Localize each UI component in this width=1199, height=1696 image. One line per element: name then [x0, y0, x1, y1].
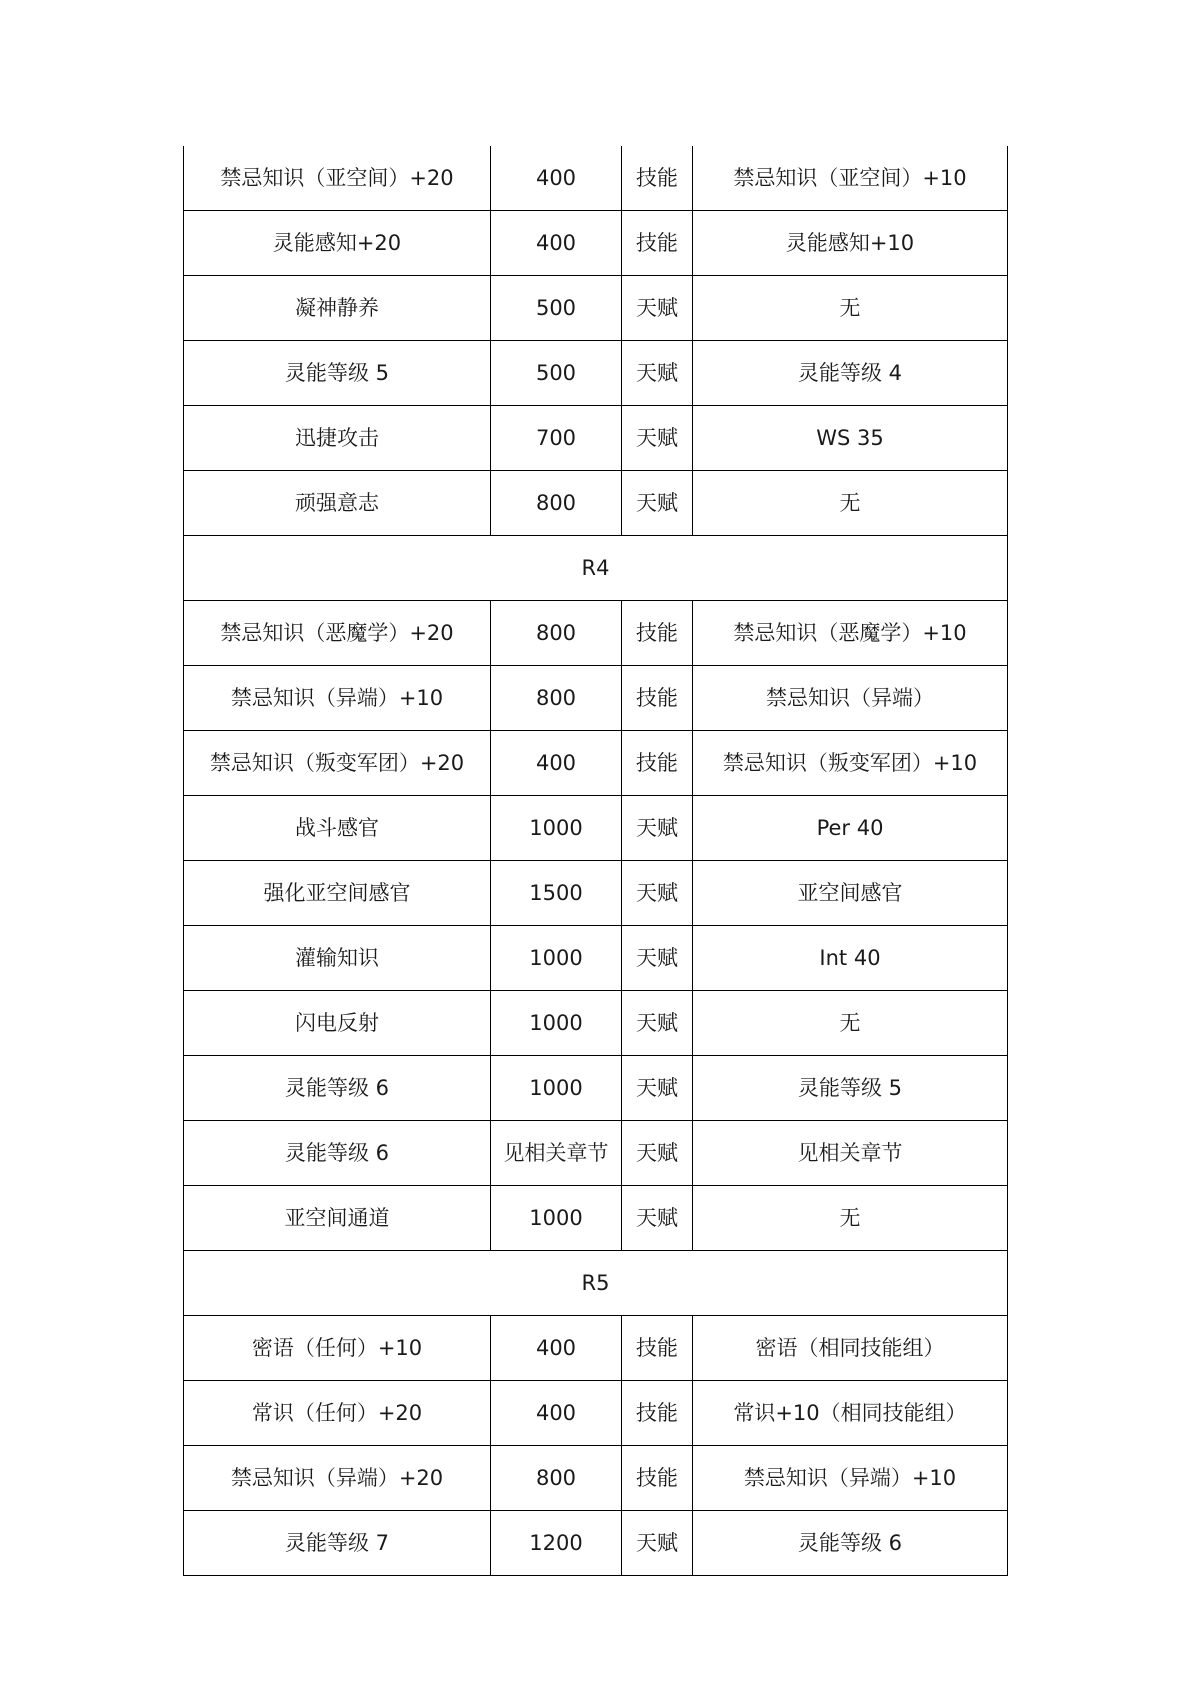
table-row: [184, 341, 1008, 406]
advance-name-cell: 禁忌知识（异端）+20: [184, 1446, 491, 1511]
prerequisite-cell: 常识+10（相同技能组）: [693, 1381, 1008, 1446]
cost-cell: 800: [491, 601, 622, 666]
prerequisite-cell: 灵能感知+10: [693, 211, 1008, 276]
advance-name-cell: 禁忌知识（恶魔学）+20: [184, 601, 491, 666]
type-cell: 天赋: [622, 1511, 693, 1576]
cost-cell: 1000: [491, 1186, 622, 1251]
advance-name-cell: 灵能等级 6: [184, 1121, 491, 1186]
table-row: [184, 1316, 1008, 1381]
prerequisite-cell: 无: [693, 991, 1008, 1056]
prerequisite-cell: WS 35: [693, 406, 1008, 471]
type-cell: 天赋: [622, 796, 693, 861]
cost-cell: 1000: [491, 1056, 622, 1121]
advance-name-cell: 凝神静养: [184, 276, 491, 341]
table-row: [184, 211, 1008, 276]
prerequisite-cell: Int 40: [693, 926, 1008, 991]
table-row: [184, 796, 1008, 861]
table-row: [184, 1511, 1008, 1576]
table-row: [184, 471, 1008, 536]
type-cell: 技能: [622, 1446, 693, 1511]
prerequisite-cell: 禁忌知识（异端）: [693, 666, 1008, 731]
rank-label: R4: [184, 536, 1008, 601]
table-row: [184, 1381, 1008, 1446]
advance-name-cell: 禁忌知识（亚空间）+20: [184, 146, 491, 211]
type-cell: 天赋: [622, 1056, 693, 1121]
type-cell: 天赋: [622, 1121, 693, 1186]
cost-cell: 500: [491, 341, 622, 406]
cost-cell: 400: [491, 146, 622, 211]
cost-cell: 400: [491, 1381, 622, 1446]
advance-name-cell: 密语（任何）+10: [184, 1316, 491, 1381]
cost-cell: 400: [491, 731, 622, 796]
table-row: [184, 861, 1008, 926]
rank-header-row: [184, 1251, 1008, 1316]
advance-name-cell: 灵能感知+20: [184, 211, 491, 276]
cost-cell: 1200: [491, 1511, 622, 1576]
type-cell: 天赋: [622, 926, 693, 991]
advance-name-cell: 亚空间通道: [184, 1186, 491, 1251]
advance-name-cell: 灌输知识: [184, 926, 491, 991]
advance-name-cell: 战斗感官: [184, 796, 491, 861]
cost-cell: 1500: [491, 861, 622, 926]
rank-label: R5: [184, 1251, 1008, 1316]
table-row: [184, 1121, 1008, 1186]
prerequisite-cell: 无: [693, 1186, 1008, 1251]
prerequisite-cell: 禁忌知识（异端）+10: [693, 1446, 1008, 1511]
cost-cell: 800: [491, 666, 622, 731]
type-cell: 技能: [622, 601, 693, 666]
advance-name-cell: 禁忌知识（异端）+10: [184, 666, 491, 731]
rank-header-row: [184, 536, 1008, 601]
cost-cell: 1000: [491, 991, 622, 1056]
advance-name-cell: 灵能等级 6: [184, 1056, 491, 1121]
type-cell: 技能: [622, 146, 693, 211]
advancement-table-body: [184, 146, 1008, 1576]
cost-cell: 800: [491, 471, 622, 536]
type-cell: 天赋: [622, 341, 693, 406]
advancement-table: [183, 146, 1008, 1576]
prerequisite-cell: 亚空间感官: [693, 861, 1008, 926]
advance-name-cell: 灵能等级 5: [184, 341, 491, 406]
prerequisite-cell: 禁忌知识（亚空间）+10: [693, 146, 1008, 211]
table-row: [184, 276, 1008, 341]
advance-name-cell: 灵能等级 7: [184, 1511, 491, 1576]
advance-name-cell: 禁忌知识（叛变军团）+20: [184, 731, 491, 796]
table-row: [184, 146, 1008, 211]
type-cell: 技能: [622, 1381, 693, 1446]
type-cell: 天赋: [622, 1186, 693, 1251]
advance-name-cell: 顽强意志: [184, 471, 491, 536]
cost-cell: 800: [491, 1446, 622, 1511]
advance-name-cell: 常识（任何）+20: [184, 1381, 491, 1446]
advance-name-cell: 闪电反射: [184, 991, 491, 1056]
prerequisite-cell: 见相关章节: [693, 1121, 1008, 1186]
prerequisite-cell: Per 40: [693, 796, 1008, 861]
cost-cell: 400: [491, 211, 622, 276]
type-cell: 天赋: [622, 991, 693, 1056]
cost-cell: 400: [491, 1316, 622, 1381]
prerequisite-cell: 灵能等级 6: [693, 1511, 1008, 1576]
table-row: [184, 926, 1008, 991]
cost-cell: 500: [491, 276, 622, 341]
cost-cell: 1000: [491, 926, 622, 991]
prerequisite-cell: 禁忌知识（恶魔学）+10: [693, 601, 1008, 666]
cost-cell: 700: [491, 406, 622, 471]
advance-name-cell: 迅捷攻击: [184, 406, 491, 471]
type-cell: 天赋: [622, 276, 693, 341]
table-row: [184, 1186, 1008, 1251]
type-cell: 天赋: [622, 861, 693, 926]
prerequisite-cell: 灵能等级 4: [693, 341, 1008, 406]
prerequisite-cell: 无: [693, 471, 1008, 536]
prerequisite-cell: 灵能等级 5: [693, 1056, 1008, 1121]
type-cell: 技能: [622, 666, 693, 731]
table-row: [184, 731, 1008, 796]
table-row: [184, 601, 1008, 666]
cost-cell: 1000: [491, 796, 622, 861]
table-row: [184, 991, 1008, 1056]
advance-name-cell: 强化亚空间感官: [184, 861, 491, 926]
prerequisite-cell: 禁忌知识（叛变军团）+10: [693, 731, 1008, 796]
type-cell: 技能: [622, 211, 693, 276]
prerequisite-cell: 无: [693, 276, 1008, 341]
type-cell: 天赋: [622, 406, 693, 471]
prerequisite-cell: 密语（相同技能组）: [693, 1316, 1008, 1381]
table-row: [184, 406, 1008, 471]
type-cell: 技能: [622, 731, 693, 796]
table-row: [184, 1056, 1008, 1121]
cost-cell: 见相关章节: [491, 1121, 622, 1186]
type-cell: 天赋: [622, 471, 693, 536]
table-row: [184, 1446, 1008, 1511]
table-row: [184, 666, 1008, 731]
type-cell: 技能: [622, 1316, 693, 1381]
